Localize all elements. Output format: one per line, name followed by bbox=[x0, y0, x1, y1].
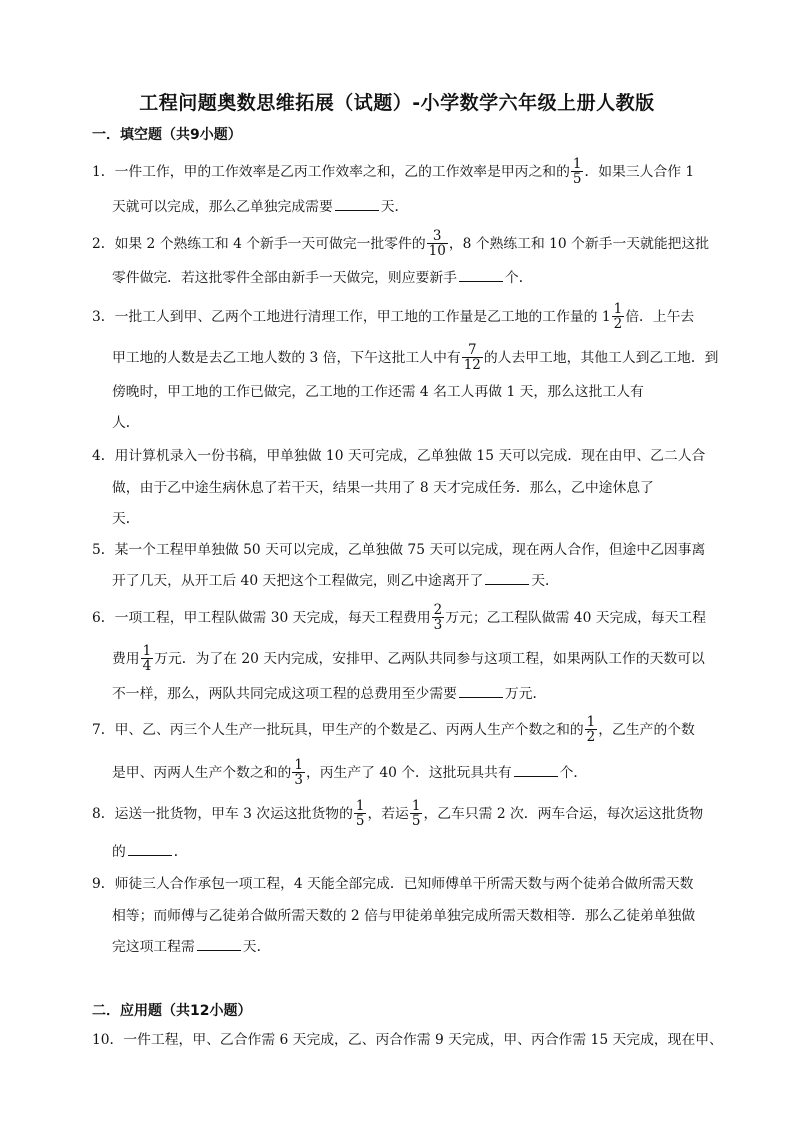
question-9-line-1: 9．师徒三人合作承包一项工程，4 天能全部完成．已知师傅单干所需天数与两个徒弟合做所需天数 bbox=[92, 876, 694, 892]
question-1-line-2: 天就可以完成，那么乙单独完成需要 天． bbox=[112, 199, 409, 215]
question-7-line-2: 是甲、丙两人生产个数之和的 $\frac{1}{3}$ ，丙生产了 40 个．这批玩具共有 个． bbox=[112, 757, 588, 788]
question-9-line-3: 完这项工程需 天． bbox=[112, 939, 271, 955]
page-title: 工程问题奥数思维拓展（试题）-小学数学六年级上册人教版 bbox=[139, 92, 655, 114]
fraction: $\frac{1}{3}$ bbox=[294, 757, 303, 788]
fraction: $\frac{1}{5}$ bbox=[355, 798, 365, 829]
question-6-line-3: 不一样，那么，两队共同完成这项工程的总费用至少需要 万元． bbox=[112, 686, 547, 702]
question-2-line-2: 零件做完．若这批零件全部由新手一天做完，则应要新手 个． bbox=[112, 270, 533, 286]
question-3-line-4: 人． bbox=[112, 415, 140, 431]
answer-blank[interactable] bbox=[514, 763, 558, 777]
question-6-line-1: 6．一项工程，甲工程队做需 30 天完成，每天工程费用 $\frac{2}{3}$ 万元；乙工程队做需 40 天完成，每天工程 bbox=[92, 602, 707, 633]
question-5-line-2: 开了几天，从开工后 40 天把这个工程做完，则乙中途离开了 天． bbox=[112, 573, 559, 589]
question-3-line-1: 3．一批工人到甲、乙两个工地进行清理工作，甲工地的工作量是乙工地的工作量的 1 $\frac{1}{2}$ 倍．上午去 bbox=[92, 301, 695, 332]
fraction: $\frac{2}{3}$ bbox=[433, 602, 443, 633]
fraction: $\frac{1}{5}$ bbox=[572, 156, 582, 187]
answer-blank[interactable] bbox=[485, 571, 529, 585]
answer-blank[interactable] bbox=[459, 268, 503, 282]
question-4-line-1: 4．用计算机录入一份书稿，甲单独做 10 天可完成，乙单独做 15 天可以完成．现在由甲、乙二人合 bbox=[92, 448, 706, 464]
section-heading-fill: 一．填空题（共9小题） bbox=[92, 127, 242, 143]
fraction: $\frac{1}{5}$ bbox=[411, 798, 421, 829]
question-5-line-1: 5．某一个工程甲单独做 50 天可以完成，乙单独做 75 天可以完成，现在两人合作，但途中乙因事离 bbox=[92, 542, 706, 558]
answer-blank[interactable] bbox=[128, 842, 172, 856]
question-2-line-1: 2．如果 2 个熟练工和 4 个新手一天可做完一批零件的 $\frac{3}{10}$ ，8 个熟练工和 10 个新手一天就能把这批 bbox=[92, 228, 710, 259]
question-9-line-2: 相等；而师傅与乙徒弟合做所需天数的 2 倍与甲徒弟单独完成所需天数相等．那么乙徒弟单独做 bbox=[112, 908, 696, 924]
section-heading-application: 二．应用题（共12小题） bbox=[92, 1003, 252, 1019]
question-3-line-3: 傍晚时，甲工地的工作已做完，乙工地的工作还需 4 名工人再做 1 天，那么这批工人有 bbox=[112, 384, 644, 400]
fraction: $\frac{1}{2}$ bbox=[586, 714, 596, 745]
question-4-line-3: 天． bbox=[112, 511, 140, 527]
answer-blank[interactable] bbox=[197, 937, 241, 951]
question-7-line-1: 7．甲、乙、丙三个人生产一批玩具，甲生产的个数是乙、丙两人生产个数之和的 $\frac{1}{2}$ ，乙生产的个数 bbox=[92, 714, 695, 745]
question-1-line-1: 1．一件工作，甲的工作效率是乙丙工作效率之和，乙的工作效率是甲丙之和的 $\frac{1}{5}$ ．如果三人合作 1 bbox=[92, 156, 695, 187]
fraction: $\frac{1}{4}$ bbox=[142, 643, 152, 674]
fraction: $\frac{7}{12}$ bbox=[463, 342, 481, 373]
question-10-line-1: 10．一件工程，甲、乙合作需 6 天完成，乙、丙合作需 9 天完成，甲、丙合作需 15 天完成，现在甲、 bbox=[92, 1032, 723, 1048]
question-6-line-2: 费用 $\frac{1}{4}$ 万元．为了在 20 天内完成，安排甲、乙两队共同参与这项工程，如果两队工作的天数可以 bbox=[112, 643, 705, 674]
question-4-line-2: 做，由于乙中途生病休息了若干天，结果一共用了 8 天才完成任务．那么，乙中途休息了 bbox=[112, 480, 654, 496]
answer-blank[interactable] bbox=[335, 197, 379, 211]
question-8-line-2: 的 ． bbox=[112, 844, 188, 860]
question-8-line-1: 8．运送一批货物，甲车 3 次运这批货物的 $\frac{1}{5}$ ，若运 $\frac{1}{5}$ ，乙车只需 2 次．两车合运，每次运这批货物 bbox=[92, 798, 704, 829]
fraction: $\frac{3}{10}$ bbox=[428, 228, 446, 259]
answer-blank[interactable] bbox=[459, 684, 503, 698]
fraction: $\frac{1}{2}$ bbox=[613, 301, 623, 332]
question-3-line-2: 甲工地的人数是去乙工地人数的 3 倍，下午这批工人中有 $\frac{7}{12}$ 的人去甲工地，其他工人到乙工地．到 bbox=[112, 342, 719, 373]
